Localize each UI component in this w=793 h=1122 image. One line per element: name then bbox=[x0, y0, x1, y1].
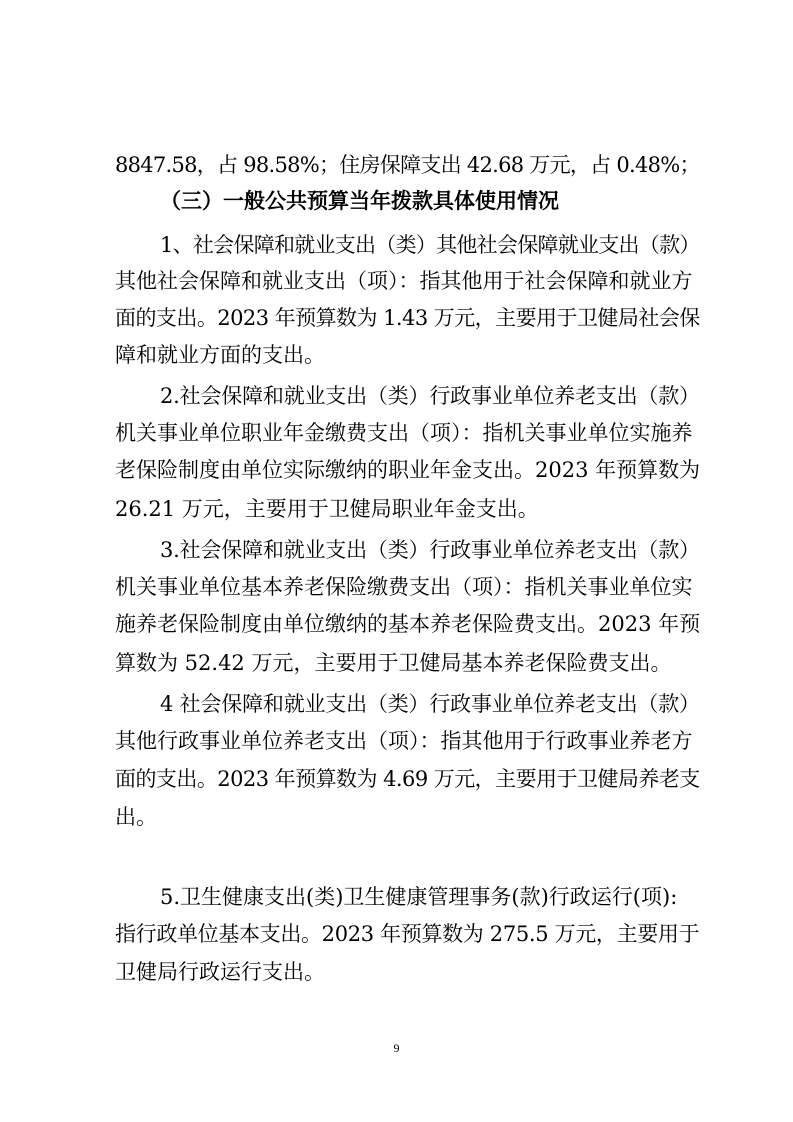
paragraph-3-line: 算数为 52.42 万元，主要用于卫健局基本养老保险费支出。 bbox=[115, 651, 672, 675]
paragraph-3-line: 3.社会保障和就业支出（类）行政事业单位养老支出（款） bbox=[160, 538, 700, 562]
paragraph-4-line: 出。 bbox=[115, 805, 157, 829]
paragraph-5-line: 卫健局行政运行支出。 bbox=[115, 960, 325, 984]
paragraph-1-line: 障和就业方面的支出。 bbox=[115, 343, 325, 367]
paragraph-1-line: 其他社会保障和就业支出（项）：指其他用于社会保障和就业方 bbox=[115, 269, 693, 293]
paragraph-2-line: 机关事业单位职业年金缴费支出（项）：指机关事业单位实施养 bbox=[115, 421, 693, 445]
paragraph-2-line: 26.21 万元，主要用于卫健局职业年金支出。 bbox=[115, 497, 539, 521]
body-text-line: 8847.58，占 98.58%；住房保障支出 42.68 万元，占 0.48%； bbox=[115, 153, 700, 177]
paragraph-5-line: 指行政单位基本支出。2023 年预算数为 275.5 万元，主要用于 bbox=[115, 922, 700, 946]
paragraph-1-line: 面的支出。2023 年预算数为 1.43 万元，主要用于卫健局社会保 bbox=[115, 306, 700, 330]
paragraph-4-line: 面的支出。2023 年预算数为 4.69 万元，主要用于卫健局养老支 bbox=[115, 767, 700, 791]
paragraph-3-line: 施养老保险制度由单位缴纳的基本养老保险费支出。2023 年预 bbox=[115, 612, 701, 636]
paragraph-4-line: 4 社会保障和就业支出（类）行政事业单位养老支出（款） bbox=[160, 692, 700, 716]
section-heading: （三）一般公共预算当年拨款具体使用情况 bbox=[160, 189, 559, 213]
paragraph-2-line: 2.社会保障和就业支出（类）行政事业单位养老支出（款） bbox=[160, 384, 700, 408]
page-number: 9 bbox=[393, 1041, 400, 1055]
paragraph-4-line: 其他行政事业单位养老支出（项）：指其他用于行政事业养老方 bbox=[115, 729, 693, 753]
paragraph-1-line: 1、社会保障和就业支出（类）其他社会保障就业支出（款） bbox=[160, 233, 700, 257]
paragraph-5-line: 5.卫生健康支出(类)卫生健康管理事务(款)行政运行(项): bbox=[160, 885, 678, 909]
paragraph-3-line: 机关事业单位基本养老保险缴费支出（项）：指机关事业单位实 bbox=[115, 575, 693, 599]
paragraph-2-line: 老保险制度由单位实际缴纳的职业年金支出。2023 年预算数为 bbox=[115, 458, 701, 482]
